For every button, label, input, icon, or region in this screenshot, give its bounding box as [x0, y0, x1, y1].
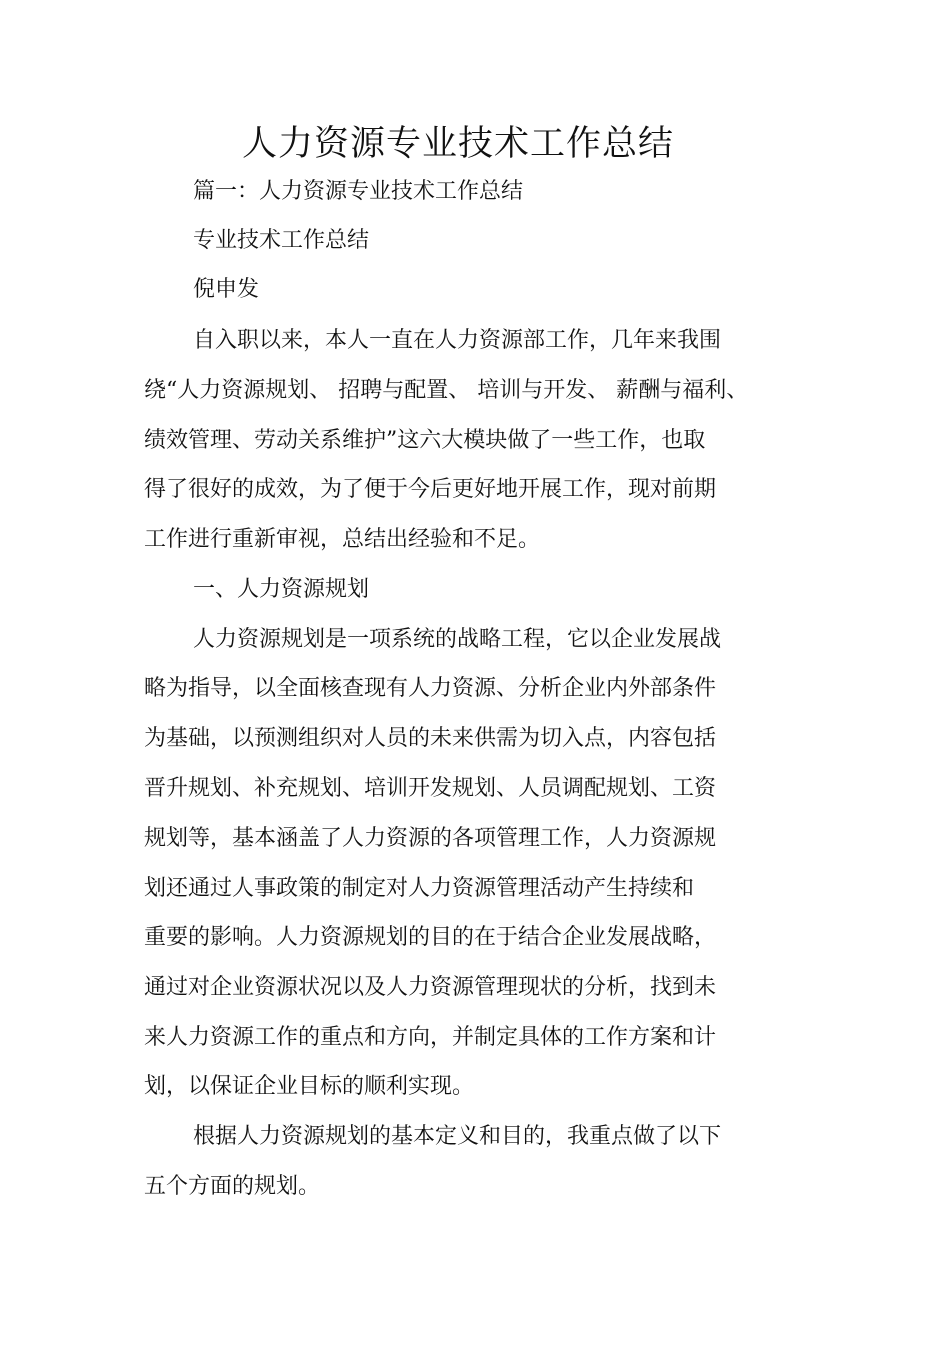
author-name: 倪申发	[193, 277, 260, 302]
paragraph-line: 绩效管理、劳动关系维护”这六大模块做了一些工作，也取	[144, 428, 706, 453]
paragraph-line: 来人力资源工作的重点和方向，并制定具体的工作方案和计	[144, 1025, 717, 1050]
paragraph-line: 自入职以来，本人一直在人力资源部工作，几年来我围	[193, 328, 722, 353]
paragraph-line: 五个方面的规划。	[144, 1174, 321, 1199]
paragraph-line: 根据人力资源规划的基本定义和目的，我重点做了以下	[193, 1124, 722, 1149]
paragraph-line: 重要的影响。人力资源规划的目的在于结合企业发展战略，	[144, 925, 717, 950]
paragraph-line: 得了很好的成效，为了便于今后更好地开展工作，现对前期	[144, 477, 717, 502]
paragraph-line: 略为指导，以全面核查现有人力资源、分析企业内外部条件	[144, 676, 717, 701]
document-title: 人力资源专业技术工作总结	[241, 124, 674, 164]
paragraph-line: 为基础，以预测组织对人员的未来供需为切入点，内容包括	[144, 726, 717, 751]
paragraph-line: 绕“人力资源规划、 招聘与配置、 培训与开发、 薪酬与福利、	[144, 378, 749, 403]
subtitle: 专业技术工作总结	[193, 228, 370, 253]
paragraph-line: 工作进行重新审视，总结出经验和不足。	[144, 527, 541, 552]
paragraph-line: 通过对企业资源状况以及人力资源管理现状的分析，找到未	[144, 975, 717, 1000]
paragraph-line: 规划等，基本涵盖了人力资源的各项管理工作，人力资源规	[144, 826, 717, 851]
paragraph-line: 人力资源规划是一项系统的战略工程，它以企业发展战	[193, 627, 722, 652]
paragraph-line: 划，以保证企业目标的顺利实现。	[144, 1074, 475, 1099]
paragraph-line: 晋升规划、补充规划、培训开发规划、人员调配规划、工资	[144, 776, 717, 801]
section-heading: 篇一：人力资源专业技术工作总结	[193, 179, 524, 204]
section-heading: 一、人力资源规划	[193, 577, 370, 602]
paragraph-line: 划还通过人事政策的制定对人力资源管理活动产生持续和	[144, 876, 695, 901]
